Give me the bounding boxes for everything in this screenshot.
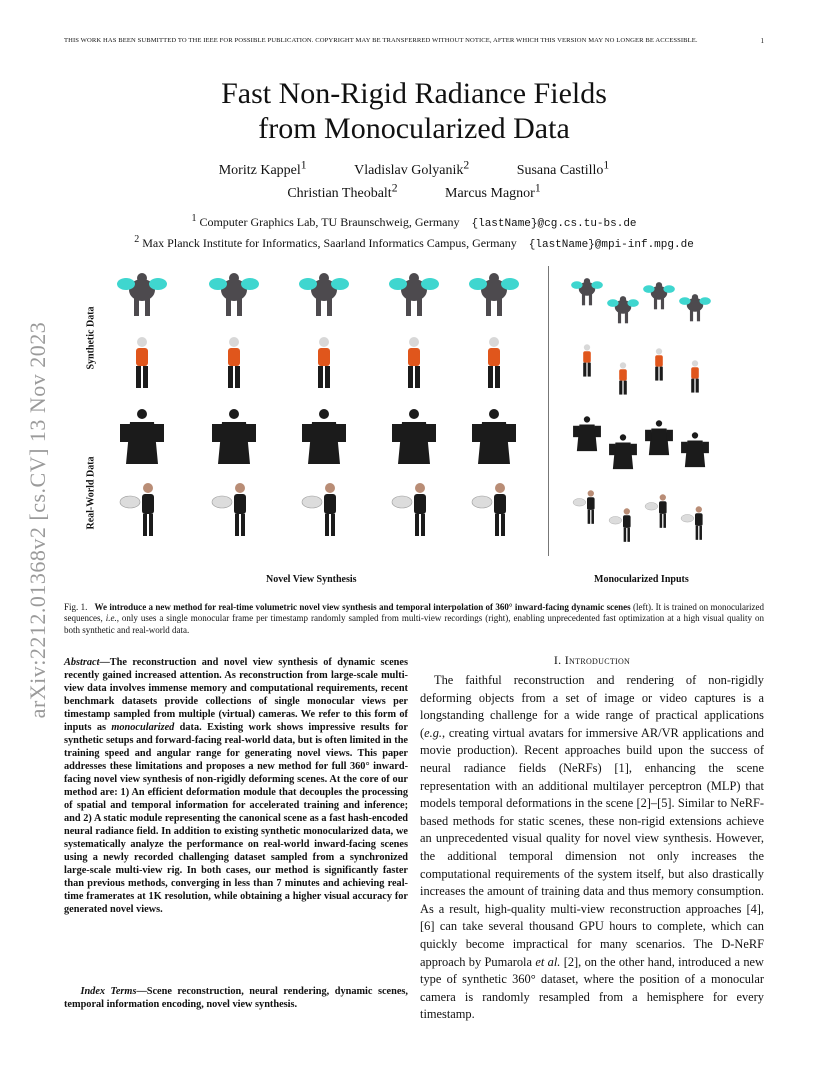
- abstract-label: Abstract: [64, 657, 100, 668]
- novel-view-frame: [464, 264, 524, 326]
- novel-view-frame: [204, 334, 264, 396]
- novel-view-frame: [294, 480, 354, 542]
- author-list: [64, 156, 764, 203]
- label-monocularized-inputs: Monocularized Inputs: [594, 574, 689, 585]
- author-name: Christian Theobalt$^2$: [287, 181, 398, 202]
- monocularized-input-frame: [676, 430, 714, 470]
- index-terms-label: Index Terms: [80, 986, 137, 997]
- monocularized-input-frame: [640, 418, 678, 458]
- teaser-figure: [84, 258, 774, 590]
- monocularized-input-frame: [676, 358, 714, 398]
- novel-view-frame: [464, 406, 524, 468]
- monocularized-input-frame: [568, 342, 606, 382]
- monocularized-input-frame: [640, 346, 678, 386]
- novel-view-frame: [204, 264, 264, 326]
- author-name: Vladislav Golyanik$^2$: [354, 158, 470, 178]
- affiliation-2: $^2$ Max Planck Institute for Informatics, Saarland Informatics Campus, Germany {lastName}@mpi-inf.mpg.de: [134, 234, 694, 251]
- novel-view-frame: [384, 334, 444, 396]
- novel-view-frame: [112, 264, 172, 326]
- monocularized-input-frame: [568, 488, 606, 528]
- affiliation-1: $^1$ Computer Graphics Lab, TU Braunschweig, Germany {lastName}@cg.cs.tu-bs.de: [191, 213, 637, 230]
- author-name: Moritz Kappel$^1$: [218, 158, 307, 178]
- monocularized-input-frame: [568, 272, 606, 312]
- novel-view-frame: [384, 264, 444, 326]
- title-line-2: from Monocularized Data: [258, 112, 570, 145]
- affiliations: [64, 211, 764, 253]
- novel-view-frame: [464, 480, 524, 542]
- novel-view-frame: [384, 406, 444, 468]
- monocularized-input-frame: [676, 504, 714, 544]
- novel-view-frame: [204, 406, 264, 468]
- figure-divider: [548, 266, 549, 556]
- figure-caption: Fig. 1. We introduce a new method for real-time volumetric novel view synthesis and temporal interpolation of 360° inward-facing dynamic scenes (left). It is trained on monocularized sequences, i.e., only uses a single monocular frame per timestamp randomly sampled from multi-view recordings (right), enabling unprecedented fast optimization at a high visual quality on both synthetic and real-world data.: [64, 602, 765, 635]
- title-line-1: Fast Non-Rigid Radiance Fields: [221, 77, 607, 110]
- arxiv-stamp-text: arXiv:2212.01368v2 [cs.CV] 13 Nov 2023: [25, 321, 50, 719]
- page-number: 1: [760, 37, 764, 45]
- header-notice: THIS WORK HAS BEEN SUBMITTED TO THE IEEE FOR POSSIBLE PUBLICATION. COPYRIGHT MAY BE TRANSFERRED WITHOUT NOTICE, AFTER WHICH THIS VERSION MAY NO LONGER BE ACCESSIBLE.: [64, 37, 698, 44]
- monocularized-input-frame: [604, 290, 642, 330]
- label-novel-view-synthesis: Novel View Synthesis: [266, 574, 357, 585]
- paper-title: [64, 76, 764, 146]
- novel-view-frame: [294, 334, 354, 396]
- monocularized-input-frame: [604, 360, 642, 400]
- novel-view-frame: [112, 480, 172, 542]
- abstract: Abstract—The reconstruction and novel view synthesis of dynamic scenes recently gained increased attention. As reconstruction from large-scale multi-view data involves immense memory and computational requirements, recent benchmark datasets provide collections of single monocular views per timestamp sampled from multiple (virtual) cameras. We refer to this form of inputs as monocularized data. Existing work shows impressive results for synthetic setups and forward-facing real-world data, but is often limited in the training speed and angular range for generating novel views. This paper addresses these limitations and proposes a new method for full 360° inward-facing novel view synthesis of non-rigidly deforming scenes. At the core of our method are: 1) An efficient deformation module that decouples the processing of spatial and temporal information for accelerated training and inference; and 2) A static module representing the canonical scene as a fast hash-encoded neural radiance field. In addition to existing synthetic monocularized data, we systematically analyze the performance on real-world inward-facing scenes using a newly recorded challenging dataset sampled from a synchronized large-scale multi-view rig. In both cases, our method is significantly faster than previous methods, converging in less than 7 minutes and achieving real-time framerates at 1K resolution, while obtaining a higher visual accuracy for generated novel views.: [64, 657, 409, 915]
- monocularized-input-frame: [640, 492, 678, 532]
- monocularized-input-frame: [568, 414, 606, 454]
- email-1: {lastName}@cg.cs.tu-bs.de: [471, 218, 637, 230]
- author-name: Marcus Magnor$^1$: [445, 181, 541, 202]
- monocularized-input-frame: [676, 288, 714, 328]
- novel-view-frame: [384, 480, 444, 542]
- row-label-synthetic: Synthetic Data: [85, 306, 97, 370]
- introduction-paragraph: The faithful reconstruction and rendering of non-rigidly deforming objects from a set of image or video captures is a longstanding challenge for a wide range of practical applications (e.g., creating virtual avatars for immersive AR/VR applications and movie production). Recent approaches build upon the success of neural radiance fields (NeRFs) [1], enhancing the scene representation with an additional multilayer perceptron (MLP) that models temporal deformations in the scene [2]–[5]. Similar to NeRF-based methods for static scenes, these non-rigid extensions achieve an unprecedented visual quality for novel view synthesis. However, the additional temporal dimension not only increases the computational requirements of the system itself, but also drastically increases the amount of training data and thus memory consumption. As a result, high-quality multi-view reconstruction approaches [4], [6] can take several thousand GPU hours to complete, which can quickly become impractical for many scenarios. The D-NeRF approach by Pumarola et al. [2], on the other hand, introduced a new type of synthetic 360° dataset, where the position of a monocular camera is randomly resampled from a hemisphere for every timestamp.: [420, 673, 764, 1022]
- novel-view-frame: [464, 334, 524, 396]
- row-label-real: Real-World Data: [85, 456, 97, 530]
- email-2: {lastName}@mpi-inf.mpg.de: [528, 239, 694, 251]
- novel-view-frame: [112, 334, 172, 396]
- novel-view-frame: [112, 406, 172, 468]
- monocularized-input-frame: [640, 276, 678, 316]
- index-terms: Index Terms—Scene reconstruction, neural rendering, dynamic scenes, temporal information encoding, novel view synthesis.: [64, 986, 408, 1010]
- arxiv-stamp: [20, 280, 56, 760]
- novel-view-frame: [204, 480, 264, 542]
- section-heading: I. Introduction: [553, 653, 631, 667]
- author-name: Susana Castillo$^1$: [516, 158, 610, 178]
- novel-view-frame: [294, 264, 354, 326]
- monocularized-input-frame: [604, 506, 642, 546]
- monocularized-input-frame: [604, 432, 642, 472]
- novel-view-frame: [294, 406, 354, 468]
